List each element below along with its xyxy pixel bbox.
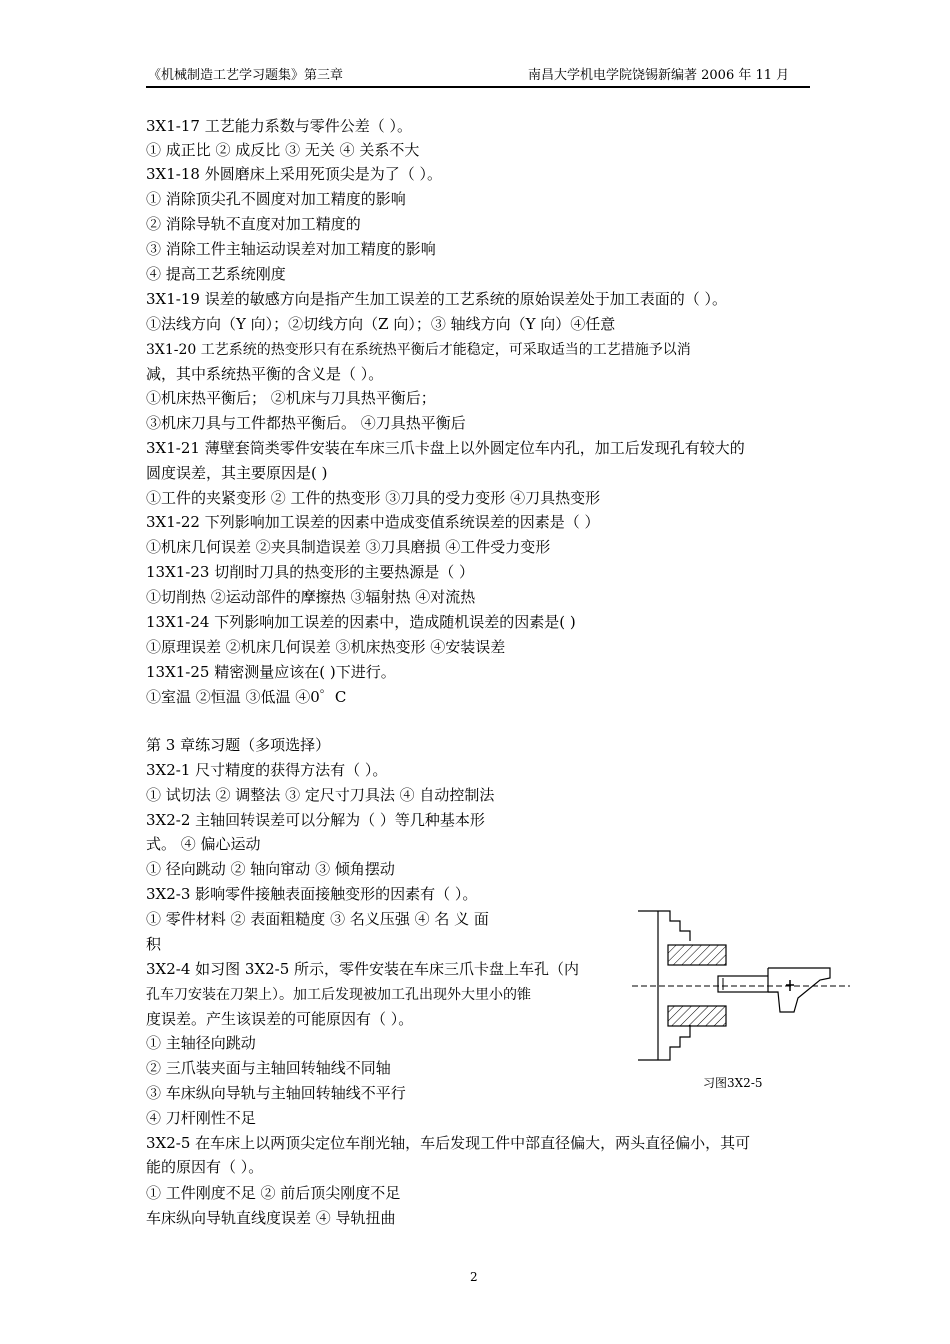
question-line: 减，其中系统热平衡的含义是（ ）。 <box>146 365 384 383</box>
section-title: 第 3 章练习题（多项选择） <box>146 736 331 754</box>
option-line: 积 <box>146 935 162 953</box>
option-line: ④ 刀杆刚性不足 <box>146 1109 256 1127</box>
option-line: ①机床热平衡后； ②机床与刀具热平衡后； <box>146 389 436 407</box>
question-line: 度误差。产生该误差的可能原因有（ ）。 <box>146 1010 414 1028</box>
option-line: ① 径向跳动 ② 轴向窜动 ③ 倾角摆动 <box>146 860 395 878</box>
option-line: ② 三爪装夹面与主轴回转轴线不同轴 <box>146 1059 391 1077</box>
question-line: 3X1-17 工艺能力系数与零件公差（ ）。 <box>146 117 412 135</box>
option-line: 车床纵向导轨直线度误差 ④ 导轨扭曲 <box>146 1209 396 1227</box>
option-line: ①原理误差 ②机床几何误差 ③机床热变形 ④安装误差 <box>146 638 506 656</box>
option-line: ① 试切法 ② 调整法 ③ 定尺寸刀具法 ④ 自动控制法 <box>146 786 495 804</box>
question-line: 3X1-20 工艺系统的热变形只有在系统热平衡后才能稳定，可采取适当的工艺措施予以消 <box>146 342 691 358</box>
question-line: 能的原因有（ ）。 <box>146 1158 264 1176</box>
option-line: ④ 提高工艺系统刚度 <box>146 265 286 283</box>
option-line: ① 主轴径向跳动 <box>146 1034 256 1052</box>
lathe-chuck-boring-figure <box>628 908 853 1068</box>
option-line: ③机床刀具与工件都热平衡后。 ④刀具热平衡后 <box>146 414 466 432</box>
question-line: 3X1-21 薄壁套筒类零件安装在车床三爪卡盘上以外圆定位车内孔，加工后发现孔有较大的 <box>146 439 745 457</box>
option-line: ① 零件材料 ② 表面粗糙度 ③ 名义压强 ④ 名 义 面 <box>146 910 489 928</box>
header-title: 《机械制造工艺学习题集》第三章 <box>148 68 344 83</box>
question-line: 3X2-1 尺寸精度的获得方法有（ ）。 <box>146 761 388 779</box>
question-line: 式。 ④ 偏心运动 <box>146 835 261 853</box>
page-number: 2 <box>470 1270 478 1284</box>
question-line: 3X2-5 在车床上以两顶尖定位车削光轴，车后发现工件中部直径偏大，两头直径偏小，其可 <box>146 1134 751 1152</box>
question-line: 13X1-23 切削时刀具的热变形的主要热源是（ ） <box>146 563 475 581</box>
option-line: ①切削热 ②运动部件的摩擦热 ③辐射热 ④对流热 <box>146 588 476 606</box>
question-line: 3X2-4 如习图 3X2-5 所示，零件安装在车床三爪卡盘上车孔（内 <box>146 960 580 978</box>
option-line: ② 消除导轨不直度对加工精度的 <box>146 215 361 233</box>
question-line: 3X2-3 影响零件接触表面接触变形的因素有（ ）。 <box>146 885 478 903</box>
option-line: ① 工件刚度不足 ② 前后顶尖刚度不足 <box>146 1184 401 1202</box>
header-author-date: 南昌大学机电学院饶锡新编著 2006 年 11 月 <box>528 68 790 83</box>
question-line: 圆度误差，其主要原因是( ) <box>146 464 328 482</box>
figure-caption: 习图3X2-5 <box>703 1076 763 1090</box>
option-line: ③ 车床纵向导轨与主轴回转轴线不平行 <box>146 1084 406 1102</box>
question-line: 3X1-22 下列影响加工误差的因素中造成变值系统误差的因素是（ ） <box>146 513 600 531</box>
option-line: ①法线方向（Y 向）；②切线方向（Z 向）；③ 轴线方向（Y 向）④任意 <box>146 315 616 333</box>
header-rule <box>146 86 810 88</box>
option-line: ①室温 ②恒温 ③低温 ④0゜C <box>146 688 347 706</box>
question-line: 13X1-25 精密测量应该在( )下进行。 <box>146 663 396 681</box>
question-line: 3X1-19 误差的敏感方向是指产生加工误差的工艺系统的原始误差处于加工表面的（ ）。 <box>146 290 727 308</box>
question-line: 孔车刀安装在刀架上）。加工后发现被加工孔出现外大里小的锥 <box>146 987 531 1003</box>
option-line: ①工件的夹紧变形 ② 工件的热变形 ③刀具的受力变形 ④刀具热变形 <box>146 489 601 507</box>
option-line: ① 成正比 ② 成反比 ③ 无关 ④ 关系不大 <box>146 141 420 159</box>
option-line: ① 消除顶尖孔不圆度对加工精度的影响 <box>146 190 406 208</box>
question-line: 3X1-18 外圆磨床上采用死顶尖是为了（ ）。 <box>146 165 442 183</box>
question-line: 13X1-24 下列影响加工误差的因素中，造成随机误差的因素是( ) <box>146 613 576 631</box>
question-line: 3X2-2 主轴回转误差可以分解为（ ）等几种基本形 <box>146 811 485 829</box>
option-line: ③ 消除工件主轴运动误差对加工精度的影响 <box>146 240 436 258</box>
option-line: ①机床几何误差 ②夹具制造误差 ③刀具磨损 ④工件受力变形 <box>146 538 551 556</box>
